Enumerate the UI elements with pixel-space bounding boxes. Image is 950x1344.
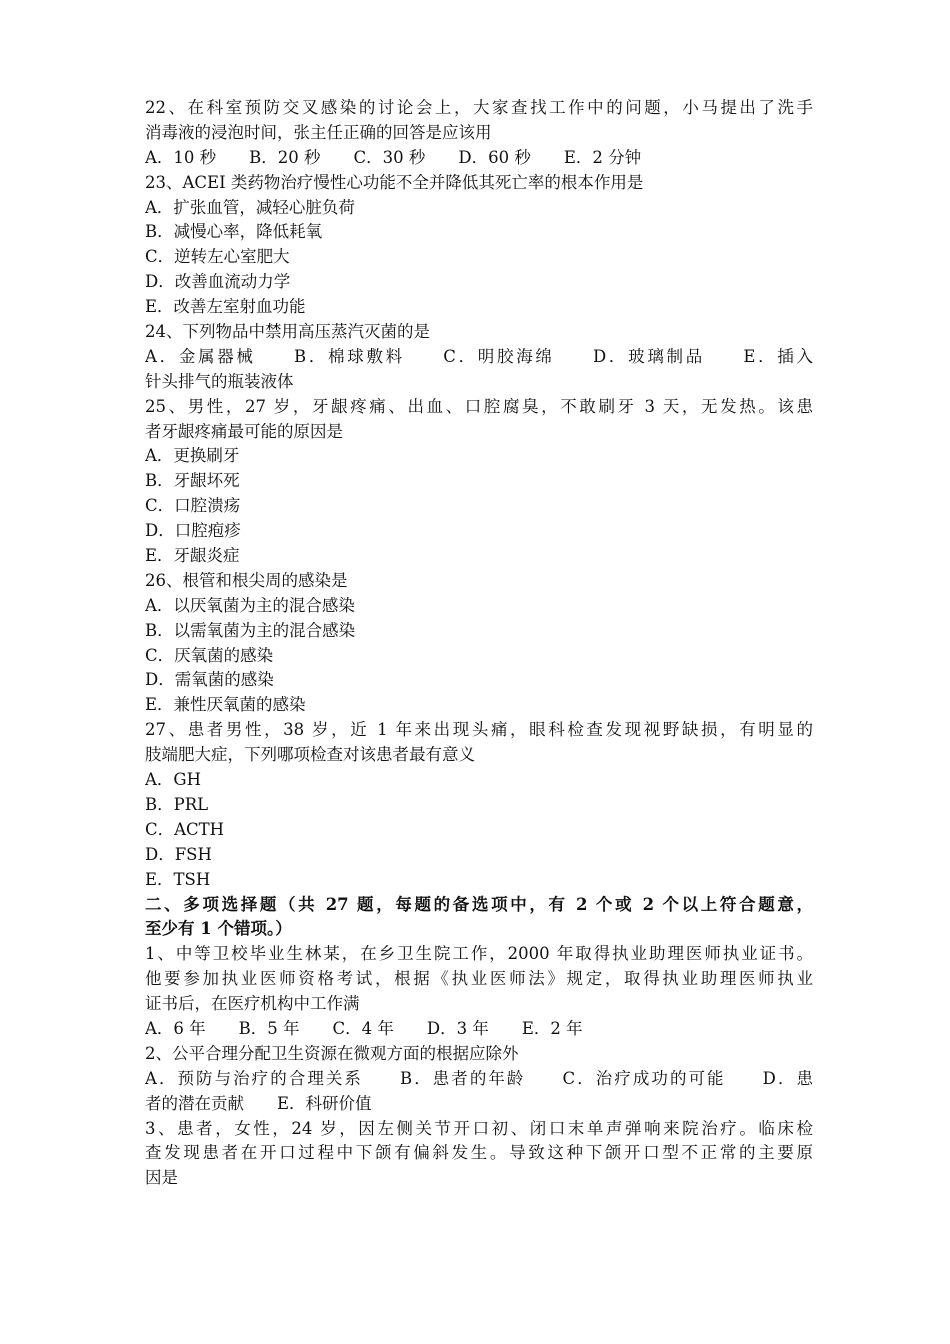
text-line: A．金属器械 B．棉球敷料 C．明胶海绵 D．玻璃制品 E．插入 — [145, 346, 813, 366]
text-line: A．预防与治疗的合理关系 B．患者的年龄 C．治疗成功的可能 D．患 — [145, 1068, 813, 1088]
text-line: E．TSH — [145, 869, 211, 889]
text-line: B．牙龈坏死 — [145, 471, 240, 491]
text-line: 肢端肥大症，下列哪项检查对该患者最有意义 — [145, 745, 475, 765]
text-line: A．10 秒 B．20 秒 C．30 秒 D．60 秒 E．2 分钟 — [145, 147, 642, 167]
text-line: D．FSH — [145, 844, 212, 864]
text-line: 25、男性，27 岁，牙龈疼痛、出血、口腔腐臭，不敢刷牙 3 天，无发热。该患 — [145, 396, 813, 416]
text-line: E．改善左室射血功能 — [145, 297, 306, 317]
text-line: 者牙龈疼痛最可能的原因是 — [145, 421, 343, 441]
text-line: C．口腔溃疡 — [145, 496, 241, 516]
text-line: 1、中等卫校毕业生林某，在乡卫生院工作，2000 年取得执业助理医师执业证书。 — [145, 944, 813, 964]
text-line: C．ACTH — [145, 819, 225, 839]
text-line: A．以厌氧菌为主的混合感染 — [145, 595, 355, 615]
document-page — [145, 96, 813, 1191]
text-line: 27、患者男性，38 岁，近 1 年来出现头痛，眼科检查发现视野缺损，有明显的 — [145, 720, 813, 740]
text-line: 二、多项选择题（共 27 题，每题的备选项中，有 2 个或 2 个以上符合题意， — [145, 894, 813, 914]
text-line: 2、公平合理分配卫生资源在微观方面的根据应除外 — [145, 1043, 519, 1063]
text-line: D．需氧菌的感染 — [145, 670, 274, 690]
text-line: 22、在科室预防交叉感染的讨论会上，大家查找工作中的问题，小马提出了洗手 — [145, 98, 813, 117]
text-line: 24、下列物品中禁用高压蒸汽灭菌的是 — [145, 322, 430, 342]
text-line: C．厌氧菌的感染 — [145, 645, 274, 665]
text-line: A．6 年 B．5 年 C．4 年 D．3 年 E．2 年 — [145, 1018, 583, 1038]
text-line: 因是 — [145, 1168, 178, 1188]
text-line: 26、根管和根尖周的感染是 — [145, 570, 348, 590]
text-line: B．PRL — [145, 794, 209, 814]
text-line: C．逆转左心室肥大 — [145, 247, 290, 267]
text-line: 针头排气的瓶装液体 — [145, 371, 294, 391]
text-line: D．改善血流动力学 — [145, 272, 291, 292]
text-line: 者的潜在贡献 E．科研价值 — [145, 1093, 372, 1113]
text-line: D．口腔疱疹 — [145, 521, 241, 541]
text-line: 证书后，在医疗机构中工作满 — [145, 994, 360, 1014]
text-line: B．以需氧菌为主的混合感染 — [145, 620, 356, 640]
text-line: 查发现患者在开口过程中下颌有偏斜发生。导致这种下颌开口型不正常的主要原 — [145, 1143, 813, 1163]
text-line: B．减慢心率，降低耗氧 — [145, 222, 323, 242]
text-line: 他要参加执业医师资格考试，根据《执业医师法》规定，取得执业助理医师执业 — [145, 969, 813, 989]
text-line: E．牙龈炎症 — [145, 546, 240, 566]
text-line: A．扩张血管，减轻心脏负荷 — [145, 197, 355, 217]
text-line: A．GH — [145, 770, 201, 790]
text-line: 至少有 1 个错项。） — [145, 919, 292, 939]
text-line: 3、患者，女性，24 岁，因左侧关节开口初、闭口末单声弹响来院治疗。临床检 — [145, 1118, 813, 1138]
text-line: 消毒液的浸泡时间，张主任正确的回答是应该用 — [145, 122, 492, 142]
text-line: 23、ACEI 类药物治疗慢性心功能不全并降低其死亡率的根本作用是 — [145, 172, 644, 192]
text-line: E．兼性厌氧菌的感染 — [145, 695, 306, 715]
text-line: A．更换刷牙 — [145, 446, 240, 466]
